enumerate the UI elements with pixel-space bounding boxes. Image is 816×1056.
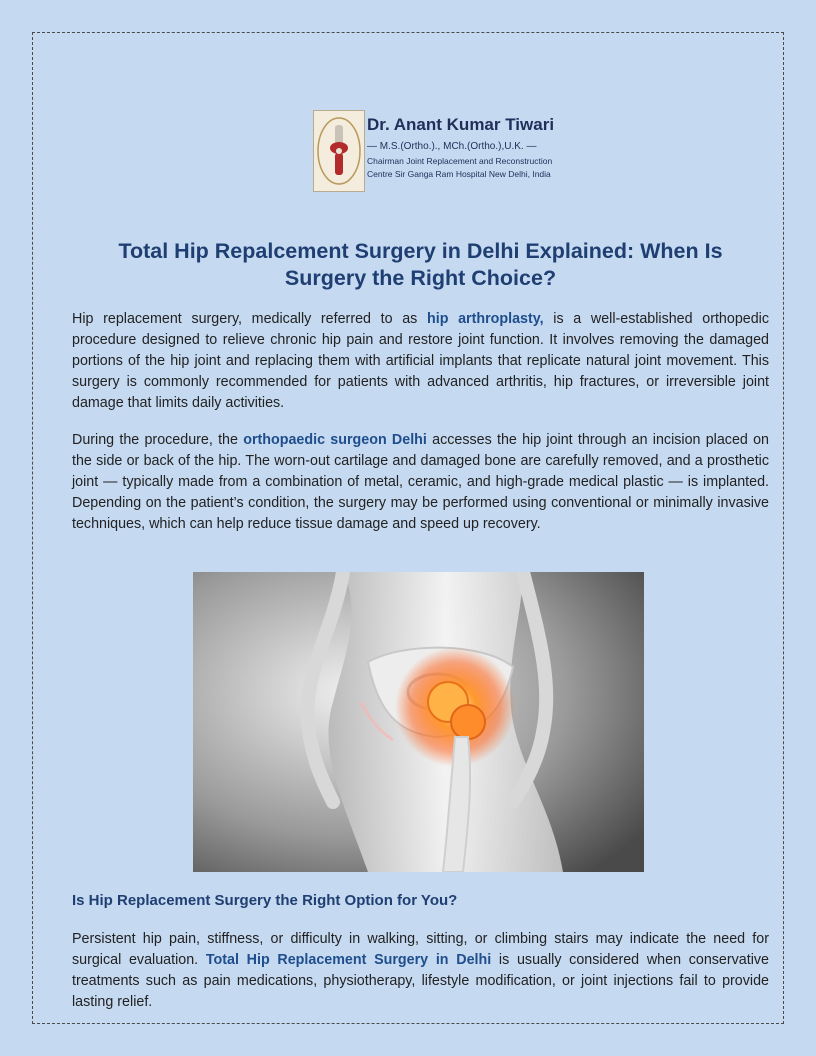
para1-text-before: Hip replacement surgery, medically referred to as <box>72 311 427 327</box>
para3-text-before: Persistent hip pain, stiffness, or difficulty in walking, sitting, or climbing stairs may indicate the need for surgical evaluation. <box>72 931 769 968</box>
clinic-logo <box>313 110 553 190</box>
hip-arthroplasty-link[interactable]: hip arthroplasty, <box>426 311 544 327</box>
para1-text-after: is a well-established orthopedic procedure designed to relieve chronic hip pain and restore joint function. It involves removing the damaged portions of the hip joint and replacing them with artificial implants that replicate natural joint movement. This surgery is commonly recommended for patients with advanced arthritis, hip fractures, or irreversible joint damage that limits daily activities. <box>72 311 770 411</box>
title-line-2: Surgery the Right Choice? <box>284 266 557 290</box>
para3-text-after: is usually considered when conservative treatments such as pain medications, physiotherapy, lifestyle modification, or joint injections fail to provide lasting relief. <box>72 952 769 1010</box>
intro-paragraph <box>72 309 769 414</box>
evaluation-paragraph <box>72 929 769 1013</box>
doctor-title-line2: Centre Sir Ganga Ram Hospital New Delhi, India <box>367 169 551 179</box>
procedure-paragraph <box>72 430 769 535</box>
title-line-1: Total Hip Repalcement Surgery in Delhi Explained: When Is <box>118 239 723 263</box>
knee-joint-emblem-icon <box>313 110 365 192</box>
doctor-title-line1: Chairman Joint Replacement and Reconstruction <box>367 156 553 166</box>
orthopaedic-surgeon-link[interactable]: orthopaedic surgeon Delhi <box>243 432 427 448</box>
hip-joint-illustration <box>193 572 644 872</box>
total-hip-replacement-link[interactable]: Total Hip Replacement Surgery in Delhi <box>205 952 492 968</box>
section-heading: Is Hip Replacement Surgery the Right Option for You? <box>72 892 458 909</box>
para2-text-before: During the procedure, the <box>72 432 244 448</box>
doctor-name: Dr. Anant Kumar Tiwari <box>367 115 555 134</box>
page-title <box>72 238 769 292</box>
doctor-qualifications: — M.S.(Ortho.)., MCh.(Ortho.),U.K. — <box>367 141 537 152</box>
para2-text-after: accesses the hip joint through an incision placed on the side or back of the hip. The worn-out cartilage and damaged bone are carefully removed, and a prosthetic joint — typically made from a combination of metal, ceramic, and high-grade medical plastic — is implanted. Depending on the patient’s condition, the surgery may be performed using conventional or minimally invasive techniques, which can help reduce tissue damage and speed up recovery. <box>72 432 769 532</box>
